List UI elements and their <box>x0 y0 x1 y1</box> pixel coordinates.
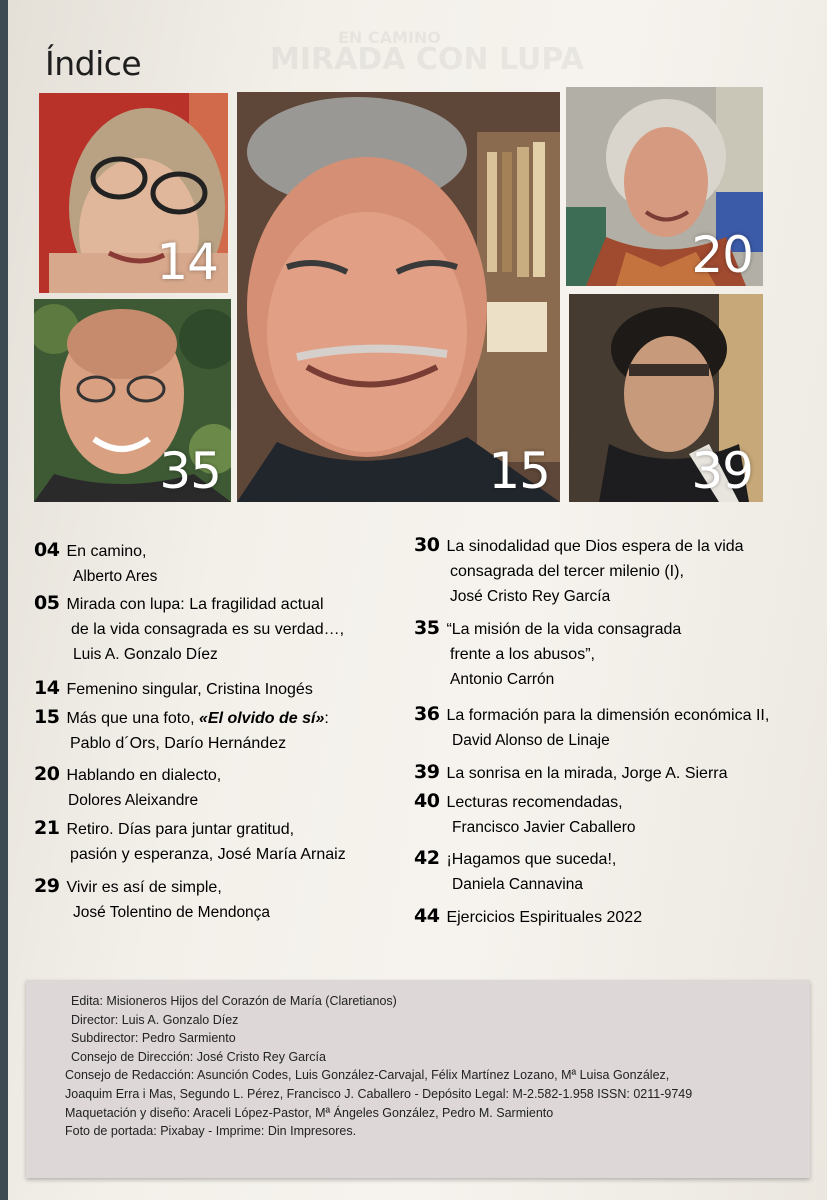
toc-page-number: 20 <box>34 763 60 785</box>
toc-author: Antonio Carrón <box>450 671 555 688</box>
toc-title: Ejercicios Espirituales 2022 <box>446 909 643 926</box>
toc-author: Alberto Ares <box>73 568 158 585</box>
toc-entry[interactable] <box>34 591 414 667</box>
toc-page-number: 35 <box>414 617 440 639</box>
credit-layout: Maquetación y diseño: Araceli López-Pastor, Mª Ángeles González, Pedro M. Sarmiento <box>65 1105 554 1120</box>
toc-entry[interactable] <box>34 816 414 867</box>
page-number-label: 14 <box>156 233 218 291</box>
toc-title: Más que una foto, <box>66 710 195 727</box>
photo-arnaiz <box>34 299 231 502</box>
page-number-label: 39 <box>691 442 753 500</box>
toc-page-number: 29 <box>34 875 60 897</box>
toc-entry[interactable] <box>34 762 414 813</box>
toc-page-number: 40 <box>414 790 440 812</box>
toc-entry[interactable] <box>414 616 794 692</box>
toc-title: La sonrisa en la mirada, <box>446 765 618 782</box>
credit-cover: Foto de portada: Pixabay - Imprime: Din Impresores. <box>65 1124 357 1139</box>
photo-ors <box>237 92 560 502</box>
toc-author: José Tolentino de Mendonça <box>73 904 271 921</box>
toc-title-line-2: frente a los abusos”, <box>450 646 595 663</box>
toc-entry[interactable] <box>34 705 414 756</box>
bg-section-label-small: EN CAMINO <box>338 28 441 47</box>
page-number-label: 20 <box>691 226 753 284</box>
toc-title: ¡Hagamos que suceda!, <box>446 851 617 868</box>
credits-box <box>26 980 810 1178</box>
toc-title: En camino, <box>66 543 147 560</box>
toc-page-number: 39 <box>414 761 440 783</box>
toc-entry[interactable] <box>34 676 414 702</box>
credit-subdirector: Subdirector: Pedro Sarmiento <box>71 1031 236 1046</box>
toc-title: Retiro. Días para juntar gratitud, <box>66 821 295 838</box>
toc-title-line-2: consagrada del tercer milenio (I), <box>450 563 684 580</box>
toc-title: Hablando en dialecto, <box>66 767 222 784</box>
toc-entry[interactable] <box>34 538 414 589</box>
toc-page-number: 04 <box>34 539 60 561</box>
credit-publisher: Edita: Misioneros Hijos del Corazón de María (Claretianos) <box>71 994 397 1008</box>
page-title: Índice <box>45 44 142 83</box>
toc-title: La formación para la dimensión económica II, <box>446 707 770 724</box>
credit-editorial: Consejo de Redacción: Asunción Codes, Luis González-Carvajal, Félix Martínez Lozano, Mª Luisa González, <box>65 1068 670 1083</box>
toc-author: José María Arnaiz <box>217 846 346 863</box>
toc-page-number: 44 <box>414 905 440 927</box>
toc-author: José Cristo Rey García <box>450 588 611 605</box>
toc-title: Mirada con lupa: La fragilidad actual <box>66 596 324 613</box>
toc-entry[interactable] <box>414 702 794 753</box>
credit-director: Director: Luis A. Gonzalo Díez <box>71 1012 239 1027</box>
photo-dolores <box>566 87 763 286</box>
toc-entry[interactable] <box>414 904 794 930</box>
toc-title-line-2: de la vida consagrada es su verdad…, <box>71 621 345 638</box>
magazine-page <box>8 0 827 1200</box>
toc-author: Francisco Javier Caballero <box>452 819 636 836</box>
toc-title: “La misión de la vida consagrada <box>446 621 682 638</box>
toc-entry[interactable] <box>414 760 794 786</box>
toc-author: Dolores Aleixandre <box>68 792 199 809</box>
toc-colon: : <box>324 710 329 727</box>
toc-title: Vivir es así de simple, <box>66 879 222 896</box>
toc-page-number: 15 <box>34 706 60 728</box>
credit-board: Consejo de Dirección: José Cristo Rey García <box>71 1049 326 1064</box>
page-number-label: 15 <box>488 442 550 500</box>
bg-section-label-large: MIRADA CON LUPA <box>270 42 584 77</box>
credit-editorial-cont: Joaquim Erra i Mas, Segundo L. Pérez, Francisco J. Caballero - Depósito Legal: M-2.582-1.958 ISSN: 0211-9749 <box>65 1086 693 1101</box>
toc-author: Pablo d´Ors, Darío Hernández <box>70 735 287 752</box>
toc-page-number: 21 <box>34 817 60 839</box>
photo-sierra <box>569 294 763 502</box>
toc-page-number: 30 <box>414 534 440 556</box>
toc-author: Luis A. Gonzalo Díez <box>73 646 218 663</box>
page-number-label: 35 <box>159 442 221 500</box>
toc-page-number: 14 <box>34 677 60 699</box>
toc-title: Lecturas recomendadas, <box>446 794 623 811</box>
toc-entry[interactable] <box>414 789 794 840</box>
toc-page-number: 36 <box>414 703 440 725</box>
toc-title-line-2: pasión y esperanza, <box>70 846 214 863</box>
toc-title: La sinodalidad que Dios espera de la vida <box>446 538 744 555</box>
portrait-illustration <box>237 92 560 502</box>
toc-entry[interactable] <box>414 533 794 609</box>
toc-page-number: 05 <box>34 592 60 614</box>
toc-author: David Alonso de Linaje <box>452 732 610 749</box>
toc-author: Cristina Inogés <box>206 681 313 698</box>
toc-author: Jorge A. Sierra <box>621 765 728 782</box>
toc-page-number: 42 <box>414 847 440 869</box>
toc-entry[interactable] <box>414 846 794 897</box>
toc-author: Daniela Cannavina <box>452 876 583 893</box>
toc-entry[interactable] <box>34 874 414 925</box>
photo-ines <box>39 93 228 293</box>
toc-title-italic: «El olvido de sí» <box>199 710 325 727</box>
toc-title: Femenino singular, <box>66 681 202 698</box>
